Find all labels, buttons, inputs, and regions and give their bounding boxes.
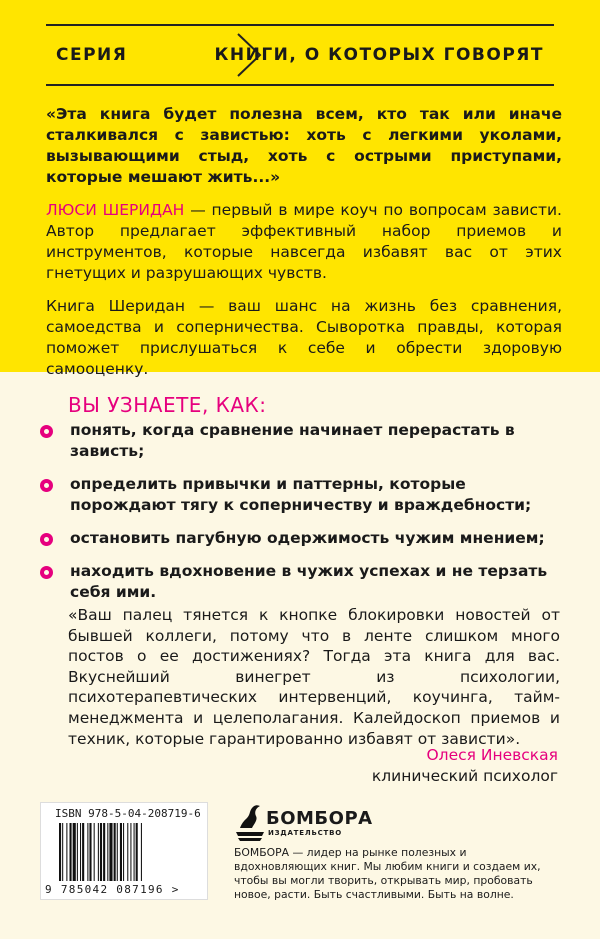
barcode-stripe (127, 823, 128, 881)
barcode-stripe (107, 823, 108, 881)
list-item (40, 420, 560, 462)
review-author (372, 745, 558, 787)
barcode-stripe (59, 823, 61, 881)
list-item-text: понять, когда сравнение начинает перерастать в зависть; (70, 421, 515, 460)
barcode-stripe (77, 823, 78, 881)
barcode-stripe (120, 823, 122, 881)
reviewer-name: Олеся Иневская (426, 746, 558, 764)
list-item-text: определить привычки и паттерны, которые порождают тягу к соперничеству и враждебности; (70, 475, 532, 514)
barcode-stripe (136, 823, 138, 881)
author-description: — первый в мире коуч по вопросам зависти. Автор предлагает эффективный набор приемов и инструментов, которые навсегда избавят вас от этих гнетущих и разрушающих чувств. (46, 201, 562, 282)
barcode-stripe (89, 823, 91, 881)
series-title: КНИГИ, О КОТОРЫХ ГОВОРЯТ (214, 45, 544, 65)
barcode-stripe (98, 823, 99, 881)
barcode-stripe (130, 823, 131, 881)
bullet-icon (40, 533, 53, 546)
list-item (40, 474, 560, 516)
yellow-header-block (0, 0, 600, 378)
list-item-text: остановить пагубную одержимость чужим мнением; (70, 529, 545, 547)
list-item-text: находить вдохновение в чужих успехах и не терзать себя ими. (70, 562, 548, 601)
bullet-icon (40, 425, 53, 438)
barcode-stripe (123, 823, 124, 881)
barcode-box (40, 802, 208, 900)
barcode-stripe (103, 823, 105, 881)
barcode-stripe (114, 823, 116, 881)
review-quote: «Ваш палец тянется к кнопке блокировки новостей от бывшей коллеги, потому что в ленте слишком много постов о ее достижениях? Тогда эта книга для вас. Вкуснейший винегрет из психологии, психотерапевтических интервенций, коучинга, тайм-менеджмента и целеполагания. Калейдоскоп приемов и техник, которые гарантированно избавят от зависти». (68, 606, 560, 748)
barcode-stripe (70, 823, 72, 881)
learn-list (40, 420, 560, 615)
barcode-stripe (109, 823, 112, 881)
series-label: СЕРИЯ (56, 45, 128, 65)
author-paragraph (46, 200, 562, 284)
barcode-stripe (66, 823, 67, 881)
barcode-stripe (82, 823, 84, 881)
intro-quote: «Эта книга будет полезна всем, кто так или иначе сталкивался с завистью: хоть с легкими уколами, вызывающими стыд, хоть с острыми приступами, которые мешают жить...» (46, 105, 562, 186)
book-summary: Книга Шеридан — ваш шанс на жизнь без сравнения, самоедства и соперничества. Сыворотка правды, которая поможет прислушаться к себе и обрести здоровую самооценку. (46, 297, 562, 378)
publisher-name: БОМБОРА (266, 808, 373, 829)
intro-text (46, 104, 562, 392)
barcode-stripe (80, 823, 81, 881)
reviewer-role: клинический психолог (371, 767, 558, 785)
list-item (40, 561, 560, 603)
publisher-description: БОМБОРА — лидер на рынке полезных и вдохновляющих книг. Мы любим книги и создаем их, чтобы вы могли творить, открывать мир, пробовать новое, расти. Быть счастливыми. Быть на волне. (234, 846, 541, 901)
barcode-stripe (94, 823, 95, 881)
barcode-icon (59, 823, 209, 881)
barcode-stripe (141, 823, 142, 881)
author-name: ЛЮСИ ШЕРИДАН (46, 201, 185, 219)
publisher-subtitle: ИЗДАТЕЛЬСТВО (268, 829, 342, 837)
barcode-stripe (117, 823, 118, 881)
list-item (40, 528, 560, 549)
barcode-stripe (100, 823, 102, 881)
barcode-stripe (73, 823, 76, 881)
learn-heading: ВЫ УЗНАЕТЕ, КАК: (68, 393, 267, 417)
bullet-icon (40, 479, 53, 492)
barcode-stripe (62, 823, 63, 881)
isbn-text: ISBN 978-5-04-208719-6 (55, 807, 201, 820)
barcode-digits: 9 785042 087196 > (45, 883, 180, 896)
barcode-stripe (87, 823, 88, 881)
bullet-icon (40, 566, 53, 579)
barcode-stripe (134, 823, 135, 881)
series-bar (46, 24, 554, 86)
